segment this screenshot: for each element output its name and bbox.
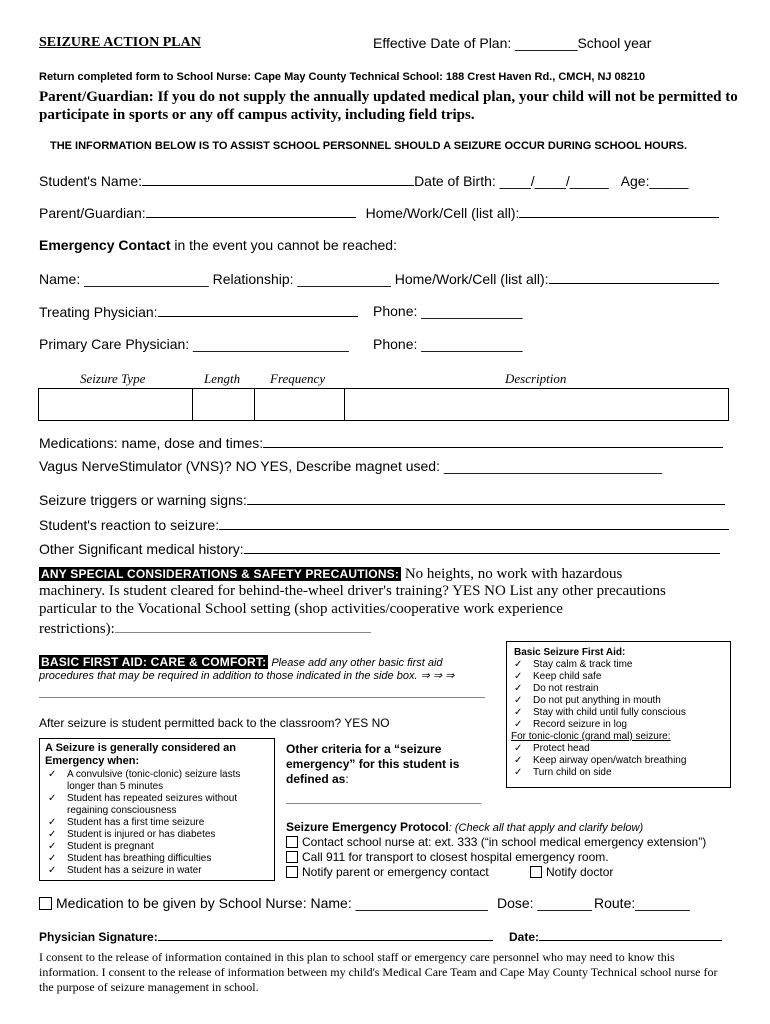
restrictions-line[interactable]	[115, 619, 371, 633]
other-criteria-line[interactable]	[286, 803, 481, 804]
tonic-clonic-list	[511, 743, 726, 779]
relationship-field[interactable]: Relationship: ____________	[212, 271, 391, 287]
medications-line[interactable]	[263, 434, 723, 448]
triggers-row[interactable]	[39, 491, 725, 508]
precautions-text1: No heights, no work with hazardous	[401, 566, 623, 582]
side-box-item: ✓ Do not put anything in mouth	[511, 695, 726, 707]
precautions-heading: ANY SPECIAL CONSIDERATIONS & SAFETY PRECAUTIONS:	[41, 567, 400, 581]
description-cell[interactable]	[345, 389, 729, 421]
parent-row[interactable]	[39, 204, 719, 221]
triggers-label: Seizure triggers or warning signs:	[39, 492, 247, 508]
protocol-option-parent[interactable]: Notify parent or emergency contact	[286, 865, 489, 879]
col-frequency: Frequency	[270, 371, 326, 386]
treating-physician-line[interactable]	[158, 303, 358, 317]
col-description: Description	[505, 371, 567, 386]
protocol-heading-suffix: : (Check all that apply and clarify below)	[448, 822, 644, 834]
emergency-item: ✓ Student is injured or has diabetes	[45, 829, 270, 841]
phone2-field[interactable]: Phone: _____________	[373, 336, 523, 352]
other-criteria-line3: defined as	[286, 772, 346, 786]
contact-phone-label: Home/Work/Cell (list all):	[394, 271, 549, 287]
guardian-notice: Parent/Guardian: If you do not supply the annually updated medical plan, your child will not be permitted to participate in sports or any off campus activity, including field trips.	[39, 89, 738, 123]
emergency-when-box	[39, 738, 275, 881]
protocol-heading: Seizure Emergency Protocol	[286, 820, 449, 834]
student-name-row[interactable]	[39, 172, 688, 189]
effective-date-field[interactable]: Effective Date of Plan: ________School year	[373, 35, 652, 51]
physician-signature-label: Physician Signature:	[39, 930, 158, 944]
basic-first-aid-blank-line[interactable]	[39, 697, 485, 698]
checkbox[interactable]	[286, 851, 298, 863]
side-box-item: ✓ Stay with child until fully conscious	[511, 707, 726, 719]
age-field[interactable]: Age:_____	[620, 173, 689, 189]
consent-text: I consent to the release of information contained in this plan to school staff or emergency care personnel who may need to know this information. I consent to the release of information between my child's Medical Care Team and Cape May County Technical school nurse for the purpose of seizure management in school.	[39, 950, 718, 994]
protocol-option-doctor[interactable]: Notify doctor	[530, 865, 613, 879]
seizure-table	[38, 388, 729, 421]
form-title: SEIZURE ACTION PLAN	[39, 35, 201, 50]
signature-date-line[interactable]	[539, 927, 722, 941]
seizure-type-cell[interactable]	[39, 389, 193, 421]
precautions-text2[interactable]: machinery. Is student cleared for behind-the-wheel driver's training? YES NO List any other precautions	[39, 583, 666, 599]
reaction-line[interactable]	[219, 516, 729, 530]
back-to-class-question[interactable]: After seizure is student permitted back to the classroom? YES NO	[39, 716, 390, 730]
medications-row[interactable]	[39, 434, 723, 451]
signature-date-row[interactable]	[509, 927, 722, 944]
reaction-row[interactable]	[39, 516, 729, 533]
history-label: Other Significant medical history:	[39, 541, 244, 557]
side-box-title: Basic Seizure First Aid:	[514, 647, 626, 658]
emergency-item: ✓ Student has a seizure in water	[45, 865, 270, 877]
emergency-box-list	[45, 769, 270, 877]
checkbox[interactable]	[286, 836, 298, 848]
phone1-field[interactable]: Phone: _____________	[373, 303, 523, 319]
history-line[interactable]	[244, 540, 720, 554]
frequency-cell[interactable]	[255, 389, 345, 421]
reaction-label: Student's reaction to seizure:	[39, 517, 220, 533]
contact-name-field[interactable]: Name: ________________	[39, 271, 209, 287]
other-criteria-line2: emergency” for this student is	[286, 757, 460, 771]
treating-physician-row[interactable]	[39, 303, 358, 320]
contact-row[interactable]	[39, 270, 719, 287]
col-seizure-type: Seizure Type	[80, 371, 146, 386]
treating-physician-label: Treating Physician:	[39, 304, 158, 320]
emergency-item: ✓ Student has breathing difficulties	[45, 853, 270, 865]
emergency-box-title2: Emergency when:	[45, 755, 140, 767]
side-box-item: ✓ Do not restrain	[511, 683, 726, 695]
side-box-item: ✓ Keep airway open/watch breathing	[511, 755, 726, 767]
basic-first-aid-intro2: procedures that may be required in addition to those indicated in the side box. ⇒ ⇒ ⇒	[39, 670, 455, 682]
protocol-option-911[interactable]: Call 911 for transport to closest hospital emergency room.	[286, 850, 609, 864]
restrictions-row[interactable]	[39, 619, 371, 638]
route-field[interactable]: Route:_______	[594, 895, 690, 911]
signature-date-label: Date:	[509, 930, 540, 944]
history-row[interactable]	[39, 540, 720, 557]
medication-checkbox[interactable]	[39, 897, 52, 910]
restrictions-label: restrictions):	[39, 621, 115, 637]
side-box-item: ✓ Turn child on side	[511, 767, 726, 779]
parent-label: Parent/Guardian:	[39, 205, 146, 221]
student-name-line[interactable]	[142, 172, 414, 186]
info-banner: THE INFORMATION BELOW IS TO ASSIST SCHOOL PERSONNEL SHOULD A SEIZURE OCCUR DURING SCHOOL HOURS.	[50, 140, 688, 152]
emergency-contact-bold: Emergency Contact	[39, 237, 171, 253]
length-cell[interactable]	[193, 389, 255, 421]
medications-label: Medications: name, dose and times:	[39, 435, 264, 451]
home-work-cell-line[interactable]	[519, 204, 719, 218]
checkbox[interactable]	[530, 866, 542, 878]
vns-row[interactable]: Vagus NerveStimulator (VNS)? NO YES, Describe magnet used: ____________________________	[39, 458, 662, 474]
basic-seizure-first-aid-box	[506, 641, 731, 788]
side-box-item: ✓ Stay calm & track time	[511, 659, 726, 671]
contact-phone-line[interactable]	[549, 270, 719, 284]
precautions-text3: particular to the Vocational School setting (shop activities/cooperative work experience	[39, 601, 563, 617]
home-work-cell-label: Home/Work/Cell (list all):	[365, 205, 520, 221]
other-criteria-colon: :	[345, 772, 349, 786]
col-length: Length	[204, 371, 241, 386]
emergency-item: ✓ Student is pregnant	[45, 841, 270, 853]
side-box-item: ✓ Keep child safe	[511, 671, 726, 683]
basic-first-aid-heading: BASIC FIRST AID: CARE & COMFORT:	[41, 655, 267, 669]
medication-name-field[interactable]: Medication to be given by School Nurse: Name: _________________	[56, 895, 488, 911]
emergency-item: ✓ A convulsive (tonic-clonic) seizure lasts longer than 5 minutes	[45, 769, 270, 793]
physician-signature-line[interactable]	[158, 927, 493, 941]
physician-signature-row[interactable]	[39, 927, 493, 944]
protocol-heading-row	[286, 820, 643, 834]
side-box-item: ✓ Record seizure in log	[511, 719, 726, 731]
triggers-line[interactable]	[247, 491, 725, 505]
return-address: Return completed form to School Nurse: Cape May County Technical School: 188 Crest Haven Rd., CMCH, NJ 08210	[39, 71, 646, 83]
parent-line[interactable]	[146, 204, 356, 218]
other-criteria-line1: Other criteria for a “seizure	[286, 742, 442, 756]
protocol-option-nurse[interactable]: Contact school nurse at: ext. 333 (“in school medical emergency extension”)	[286, 835, 706, 849]
precautions-line1	[39, 565, 622, 583]
side-box-item: ✓ Protect head	[511, 743, 726, 755]
primary-physician-field[interactable]: Primary Care Physician: ____________________	[39, 336, 349, 352]
basic-first-aid-intro1: Please add any other basic first aid	[268, 657, 443, 669]
emergency-box-title1: A Seizure is generally considered an	[45, 742, 236, 754]
student-name-label: Student's Name:	[39, 173, 143, 189]
emergency-contact-heading	[39, 237, 397, 253]
checkbox[interactable]	[286, 866, 298, 878]
other-criteria	[286, 742, 459, 787]
emergency-item: ✓ Student has a first time seizure	[45, 817, 270, 829]
dose-field[interactable]: Dose: _______	[497, 895, 592, 911]
emergency-item: ✓ Student has repeated seizures without regaining consciousness	[45, 793, 270, 817]
dob-field[interactable]: Date of Birth: ____/____/_____	[414, 173, 609, 189]
emergency-contact-rest: in the event you cannot be reached:	[170, 237, 397, 253]
tonic-clonic-label: For tonic-clonic (grand mal) seizure:	[511, 731, 671, 742]
medication-row[interactable]	[39, 895, 488, 911]
side-box-list	[511, 659, 726, 731]
